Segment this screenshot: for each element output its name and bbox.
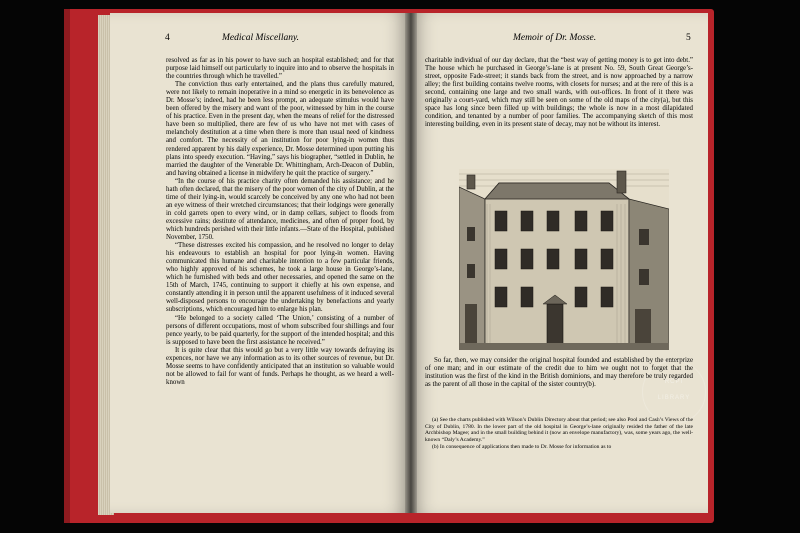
book-gutter	[405, 13, 417, 513]
footnotes	[425, 417, 693, 452]
cover-edge	[64, 9, 70, 523]
left-page-number: 4	[165, 33, 170, 43]
paragraph: It is quite clear that this would go but a very little way towards defraying its expences, nor have we any information as to its other sources of revenue, but Dr. Mosse seems to have confidently anticipated that an institution so valuable would not be allowed to fail for want of funds. Perhaps he thought, as we heard a well-known	[166, 346, 394, 386]
paragraph: “He belonged to a society called ‘The Union,’ consisting of a number of persons of different occupations, most of whom subscribed four shillings and four pence yearly, to be paid quarterly, for the support of the intended hospital; and this is supposed to have been the first assistance he received.”	[166, 314, 394, 346]
right-page-number: 5	[686, 33, 691, 43]
paragraph: “These distresses excited his compassion, and he resolved no longer to delay his endeavours to establish an hospital for poor lying-in women. Having communicated this humane and charitable intention to a few particular friends, who highly approved of his schemes, he took a large house in George’s-lane, which he furnished with beds and other necessaries, and opened the same on the 15th of March, 1745, continuing to support it chiefly at his own expense, and constantly attending it in person until the apparent usefulness of it induced several well-disposed persons to encourage the undertaking by benefactions and yearly subscriptions, which encouraged him to enlarge his plan.	[166, 242, 394, 314]
paragraph: So far, then, we may consider the original hospital founded and established by the enterprize of one man; and in our estimate of the credit due to him we ought not to forget that the institution was the first of the kind in the British dominions, and may therefore be truly regarded as the parent of all those in the capital of the sister country(b).	[425, 357, 693, 389]
footnote: (b) In consequence of applications then made to Dr. Mosse for information as to	[432, 444, 612, 451]
paragraph: resolved as far as in his power to have such an hospital established; and for that purpose laid himself out particularly to inquire into and to observe the hospitals in the countries through which he travelled.”	[166, 57, 394, 81]
left-running-head: Medical Miscellany.	[222, 33, 300, 43]
stamp-text: RCPI	[664, 379, 684, 385]
paragraph: The conviction thus early entertained, and the plans thus carefully matured, were not likely to remain inoperative in a mind so energetic in its benevolence as Dr. Mosse’s; indeed, had he been less prompt, an adequate stimulus would have been offered by the misery and want of the poor, witnessed by him in the course of his practice. Even in the present day, when the means of relief for the distressed have been so multiplied, there are few of us who have not met with cases of melancholy destitution at a time when there is more than usual need of kindness and comfort. The necessity of an institution for poor lying-in women thus rendered apparent by his daily experience, Dr. Mosse determined upon putting his plans into speedy execution. “Having,” says his biographer, “settled in Dublin, he married the daughter of the Venerable Dr. Whittingham, Arch-Deacon of Dublin, and having obtained a license in midwifery he quit the practice of surgery.”	[166, 81, 394, 177]
paragraph: “In the course of his practice charity often demanded his assistance; and he hath often declared, that the misery of the poor women of the city of Dublin, at the time of their lying-in, would scarcely be conceived by any one who had not been an eye witness of their wretched circumstances; that their lodgings were generally in cold garrets open to every wind, or in damp cellars, subject to floods from excessive rains; destitute of attendance, medicines, and often of proper food, by which hundreds perished with their little infants.—State of the Hospital, published November, 1750.	[166, 177, 394, 242]
footnote: (a) See the charts published with Wilson’s Dublin Directory about that period; see also Pool and Cash’s Views of the City of Dublin, 1780. In the lower part of the old hospital in George’s-lane originally resided the father of the late Archbishop Magee; and in the small building behind it (now an envelope manufactory), was, some years ago, the well-known “Daly’s Academy.”	[425, 417, 693, 443]
right-top-text	[425, 57, 693, 129]
right-running-head: Memoir of Dr. Mosse.	[513, 33, 597, 43]
library-stamp	[642, 360, 706, 424]
left-body-text	[166, 57, 394, 387]
hospital-sketch-illustration	[459, 169, 669, 350]
paragraph: charitable individual of our day declare, that the “best way of getting money is to get into debt.” The house which he purchased in George’s-lane is at present No. 59, South Great George’s-street, opposite Fade-street; it stands back from the street, and is now approached by a narrow alley; the first building contains twelve rooms, with closets for nurses; and at the rere of this is a second, containing one large and two small wards, with out-offices. In front of it there was originally a court-yard, which may still be seen on some of the old maps of the city(a), but this space has long since been filled up with buildings; the whole is now in a most dilapidated condition, and tenanted by a number of poor families. The accompanying sketch of this most interesting building, even in its present state of decay, may not be without its interest.	[425, 57, 693, 129]
stamp-text: LIBRARY	[657, 395, 691, 401]
